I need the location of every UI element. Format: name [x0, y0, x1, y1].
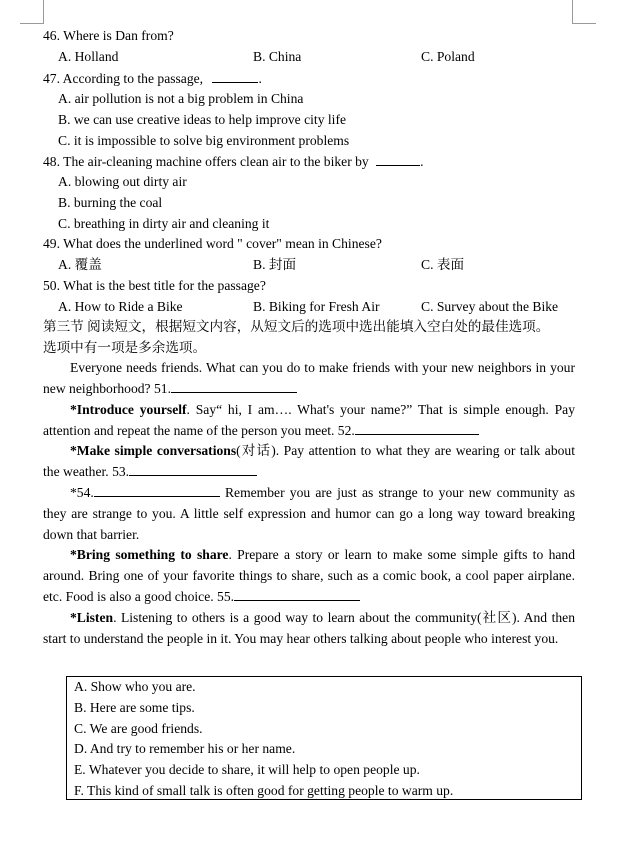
paragraph-text: . Listening to others is a good way to learn about the community(社区). And then start to understand the people in it. You may hear others talking about people who interest you. [43, 610, 575, 646]
passage-paragraph-3 [43, 441, 575, 483]
question-47-option-b: B. we can use creative ideas to help improve city life [58, 112, 347, 127]
question-48-stem: 48. The air-cleaning machine offers clean air to the biker by . [43, 154, 424, 169]
question-50-option-b: B. Biking for Fresh Air [253, 299, 380, 314]
passage-paragraph-6 [43, 608, 575, 650]
paragraph-number: *54. [70, 485, 94, 500]
answer-blank [212, 70, 258, 83]
paragraph-heading: *Introduce yourself [70, 402, 187, 417]
answer-blank-51 [171, 380, 297, 393]
question-49-option-c: C. 表面 [421, 257, 465, 272]
answer-blank-53 [129, 463, 257, 476]
question-48-option-c: C. breathing in dirty air and cleaning it [58, 216, 270, 231]
question-47-option-a: A. air pollution is not a big problem in China [58, 91, 304, 106]
option-item: A. Show who you are. [74, 679, 196, 694]
question-47-text: 47. According to the passage, [43, 71, 204, 86]
passage-paragraph-5 [43, 545, 575, 607]
question-46-option-c: C. Poland [421, 49, 475, 64]
question-49-option-b: B. 封面 [253, 257, 297, 272]
answer-blank-54 [94, 484, 220, 497]
passage-paragraph-2 [43, 400, 575, 442]
question-47-option-c: C. it is impossible to solve big environment problems [58, 133, 350, 148]
paragraph-heading: *Make simple conversations [70, 443, 237, 458]
paragraph-text: (对话). Pay attention to what they are wearing or talk about the weather. 53. [43, 443, 576, 479]
paragraph-text: . Say“ hi, I am…. What's your name?” That is simple enough. Pay attention and repeat the name of the person you meet. 52. [43, 402, 575, 438]
option-item: B. Here are some tips. [74, 700, 195, 715]
option-item: F. This kind of small talk is often good for getting people to warm up. [74, 783, 454, 798]
page-corner-mark-right [572, 0, 596, 24]
options-box [66, 676, 582, 800]
question-49-stem: 49. What does the underlined word " cover" mean in Chinese? [43, 236, 382, 251]
paragraph-text: . Prepare a story or learn to make some simple gifts to hand around. Bring one of your favorite things to share, such as a comic book, a cool paper airplane. etc. Food is also a good choice. 55. [43, 547, 576, 604]
question-46-option-a: A. Holland [58, 49, 119, 64]
answer-blank-55 [234, 588, 360, 601]
paragraph-text: Remember you are just as strange to your new community as they are strange to you. A little self expression and humor can go a long way toward breaking down that barrier. [43, 485, 575, 542]
question-49-option-a: A. 覆盖 [58, 257, 102, 272]
answer-blank [376, 153, 420, 166]
paragraph-text: Everyone needs friends. What can you do to make friends with your new neighbors in your new neighborhood? 51. [43, 360, 575, 396]
question-46-stem: 46. Where is Dan from? [43, 28, 174, 43]
question-46-option-b: B. China [253, 49, 302, 64]
question-50-stem: 50. What is the best title for the passage? [43, 278, 266, 293]
question-50-option-c: C. Survey about the Bike [421, 299, 559, 314]
paragraph-heading: *Listen [70, 610, 114, 625]
answer-blank-52 [355, 422, 479, 435]
option-item: D. And try to remember his or her name. [74, 741, 296, 756]
section-instruction-line-2: 选项中有一项是多余选项。 [43, 340, 207, 355]
paragraph-heading: *Bring something to share [70, 547, 229, 562]
section-instruction-line-1: 第三节 阅读短文，根据短文内容，从短文后的选项中选出能填入空白处的最佳选项。 [43, 319, 550, 334]
passage-paragraph-4 [43, 483, 575, 545]
question-48-text: 48. The air-cleaning machine offers clean air to the biker by [43, 154, 369, 169]
option-item: C. We are good friends. [74, 721, 203, 736]
question-48-option-a: A. blowing out dirty air [58, 174, 187, 189]
question-50-option-a: A. How to Ride a Bike [58, 299, 183, 314]
page-corner-mark-left [20, 0, 44, 24]
question-47-stem: 47. According to the passage, . [43, 71, 262, 86]
passage-paragraph-1 [43, 358, 575, 400]
option-item: E. Whatever you decide to share, it will help to open people up. [74, 762, 420, 777]
question-48-option-b: B. burning the coal [58, 195, 163, 210]
